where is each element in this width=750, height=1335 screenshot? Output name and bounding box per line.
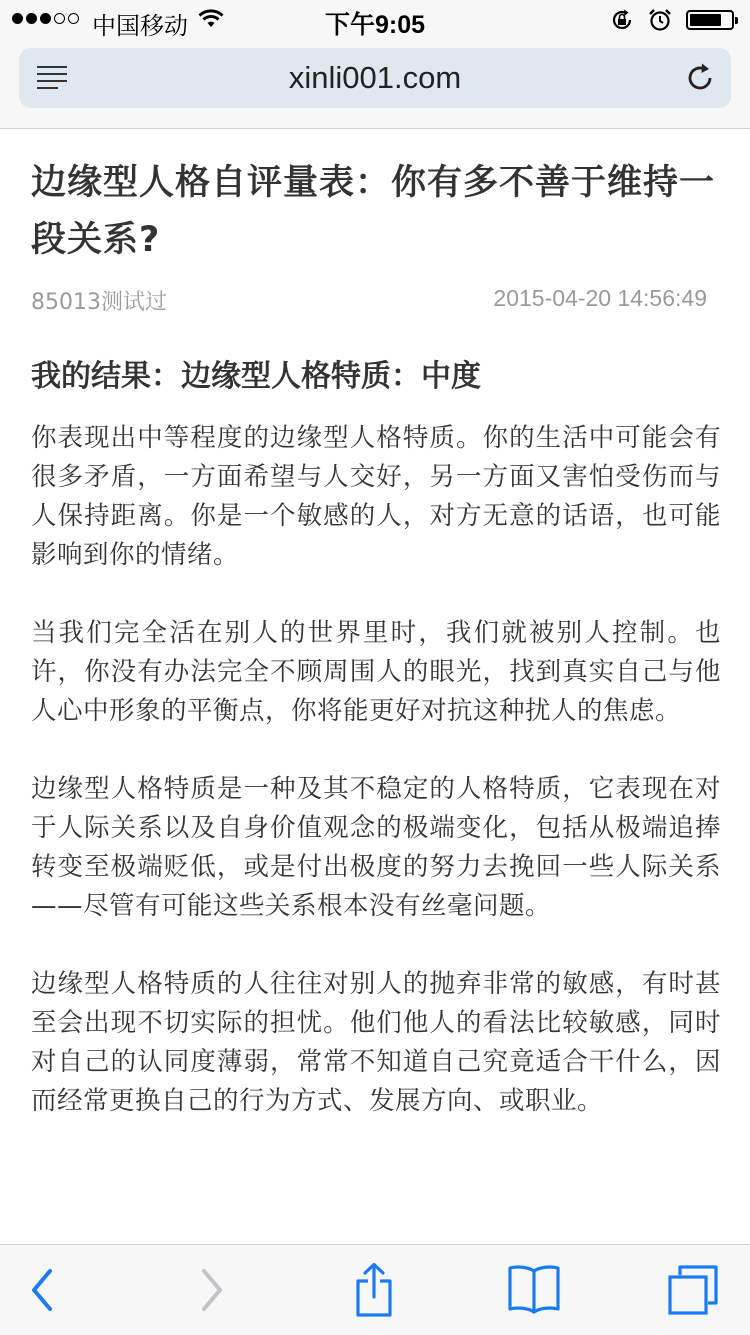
result-paragraph: 当我们完全活在别人的世界里时，我们就被别人控制。也许，你没有办法完全不顾周围人的眼光，找到真实自己与他人心中形象的平衡点，你将能更好对抗这种扰人的焦虑。 xyxy=(31,618,721,726)
article-content xyxy=(0,129,750,1244)
status-time: 下午9:05 xyxy=(324,11,426,39)
share-icon[interactable] xyxy=(344,1263,404,1317)
back-icon[interactable] xyxy=(14,1263,74,1317)
browser-nav-area xyxy=(0,40,750,129)
status-bar xyxy=(0,0,750,40)
article-date: 2015-04-20 14:56:49 xyxy=(493,285,707,311)
result-body xyxy=(31,419,721,1160)
rotation-lock-icon xyxy=(610,8,634,32)
article-meta xyxy=(31,285,707,315)
article-title: 边缘型人格自评量表：你有多不善于维持一段关系? xyxy=(31,163,716,260)
tested-count: 85013测试过 xyxy=(31,290,167,315)
bookmarks-icon[interactable] xyxy=(504,1263,564,1317)
carrier-name: 中国移动 xyxy=(92,13,188,40)
alarm-icon xyxy=(648,8,672,32)
reload-icon[interactable] xyxy=(683,61,717,95)
url-text[interactable]: xinli001.com xyxy=(288,60,462,95)
result-paragraph: 你表现出中等程度的边缘型人格特质。你的生活中可能会有很多矛盾，一方面希望与人交好，另一方面又害怕受伤而与人保持距离。你是一个敏感的人，对方无意的话语，也可能影响到你的情绪。 xyxy=(31,423,721,570)
battery-icon xyxy=(686,10,734,30)
browser-toolbar xyxy=(0,1244,750,1335)
result-heading: 我的结果：边缘型人格特质：中度 xyxy=(31,359,481,394)
result-paragraph: 边缘型人格特质的人往往对别人的抛弃非常的敏感，有时甚至会出现不切实际的担忧。他们他人的看法比较敏感，同时对自己的认同度薄弱，常常不知道自己究竟适合干什么，因而经常更换自己的行为方式、发展方向、或职业。 xyxy=(31,969,721,1116)
result-paragraph: 边缘型人格特质是一种及其不稳定的人格特质，它表现在对于人际关系以及自身价值观念的极端变化，包括从极端追捧转变至极端贬低，或是付出极度的努力去挽回一些人际关系——尽管有可能这些关系根本没有丝毫问题。 xyxy=(31,774,721,921)
forward-icon[interactable] xyxy=(180,1263,240,1317)
tabs-icon[interactable] xyxy=(664,1263,724,1317)
address-bar[interactable] xyxy=(19,48,731,108)
